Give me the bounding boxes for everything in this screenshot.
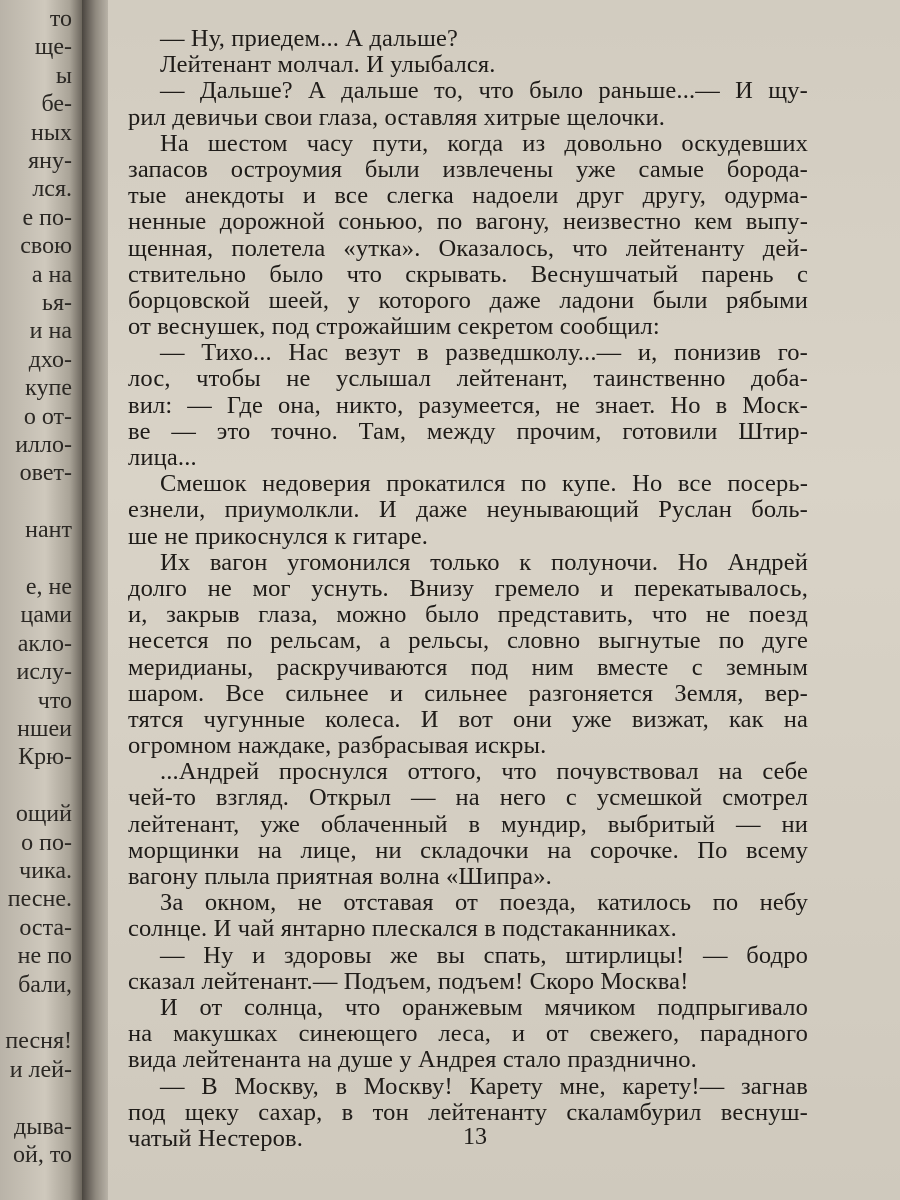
left-page-fragment: купе [25,375,72,402]
text-line: — В Москву, в Москву! Карету мне, карету!— загнав [160,1073,808,1100]
left-page-fragment: ншеи [17,716,72,742]
left-page-fragment: ощий [15,801,72,828]
text-line: Лейтенант молчал. И улыбался. [160,52,496,79]
text-line: борцовской шеей, у которого даже ладони были рябыми [128,287,808,314]
text-line: сказал лейтенант.— Подъем, подъем! Скоро Москва! [128,968,689,995]
left-page-fragment: то [49,6,72,32]
text-line: ве — это точно. Там, между прочим, готовили Штир- [128,418,808,445]
text-line: Смешок недоверия прокатился по купе. Но все посерь- [160,471,808,498]
left-page-fragment: ья- [42,290,72,316]
text-line: лейтенант, уже облаченный в мундир, выбритый — ни [128,811,808,838]
text-line: ненные дорожной соньюо, по вагону, неизвестно кем выпу- [128,209,808,236]
left-page-fragment: песне. [7,886,72,913]
text-line: щенная, полетела «утка». Оказалось, что лейтенанту дей- [128,235,808,262]
text-line: тятся чугунные колеса. И вот они уже визжат, как на [128,706,808,733]
left-page-fragment: нант [25,517,72,544]
text-line: ше не прикоснулся к гитаре. [128,523,428,550]
text-line: И от солнца, что оранжевым мячиком подпрыгивало [160,994,808,1021]
left-page-fragment: и лей- [9,1056,72,1083]
page-number: 13 [463,1124,487,1150]
left-page-fragment: о по- [21,829,72,856]
text-line: запасов остроумия были извлечены уже самые борода- [128,156,808,183]
text-line: вагону плыла приятная волна «Шипра». [128,864,552,890]
left-page-fragment: свою [20,233,72,260]
text-line: езнели, приумолкли. И даже неунывающий Руслан боль- [128,497,808,524]
left-page-fragment: ой, то [12,1142,72,1168]
text-line: от веснушек, под строжайшим секретом сообщил: [128,314,660,341]
text-line: и, закрыв глаза, можно было представить, что не поезд [128,602,808,629]
text-line: шаром. Все сильнее и сильнее разгоняется Земля, вер- [128,680,808,707]
left-page-fragment: оста- [19,914,72,941]
left-page-fragment: дхо- [28,346,72,373]
text-line: рил девичьи свои глаза, оставляя хитрые щелочки. [128,104,666,131]
text-line: ...Андрей проснулся оттого, что почувствовал на себе [160,759,808,786]
right-page [108,0,900,1200]
left-page-fragment: что [37,687,72,714]
text-line: огромном наждаке, разбрасывая искры. [128,733,547,760]
text-line: солнце. И чай янтарно плескался в подстаканниках. [128,916,677,943]
text-line: — Дальше? А дальше то, что было раньше...— И щу- [160,78,808,105]
text-line: несется по рельсам, а рельсы, словно выгнутые по дуге [128,628,808,655]
left-page-fragment: е по- [22,204,72,231]
left-page-fragment: е, не [25,574,72,600]
text-line: чатый Нестеров. [128,1125,304,1152]
text-line: вида лейтенанта на душе у Андрея стало празднично. [128,1047,697,1074]
left-page-fragment: дыва- [14,1113,72,1140]
text-line: — Ну и здоровы же вы спать, штирлицы! — бодро [160,942,808,969]
left-page-fragment: овет- [19,460,72,487]
body-text [128,26,808,1152]
left-page-fragment: илло- [15,432,72,458]
left-page-fragment: ы [55,62,72,89]
text-line: Их вагон угомонился только к полуночи. Но Андрей [160,549,808,576]
text-line: — Ну, приедем... А дальше? [160,26,459,52]
left-page-fragment: о от- [23,403,72,430]
text-line: долго не мог уснуть. Внизу гремело и перекатывалось, [128,575,808,602]
text-line: ствительно было что скрывать. Веснушчатый парень с [128,261,808,288]
text-line: тые анекдоты и все слегка надоели друг другу, одурма- [128,183,808,210]
text-line: чей-то взгляд. Открыл — на него с усмешкой смотрел [128,785,808,812]
text-line: меридианы, раскручиваются под ним вместе с земным [128,654,808,681]
left-page-fragment: бе- [41,91,72,118]
left-page-fragment: песня! [5,1028,72,1055]
left-page-fragment: а на [31,261,72,288]
left-page-fragment: бали, [18,971,72,998]
left-page-fragment: Крю- [18,744,72,771]
left-page-fragment: акло- [17,630,72,657]
left-page-edge [0,0,82,1200]
left-page-fragment: ще- [34,34,72,61]
left-page-fragment: ных [31,119,72,146]
left-page-fragment: чика. [19,858,72,884]
text-line: лос, чтобы не услышал лейтенант, таинственно доба- [128,366,808,393]
left-page-fragment: яну- [28,148,72,174]
text-line: вил: — Где она, никто, разумеется, не знает. Но в Моск- [128,392,808,419]
text-line: на макушках синеющего леса, и от свежего, парадного [128,1021,808,1048]
text-line: морщинки на лице, ни складочки на сорочке. По всему [128,837,808,864]
text-line: под щеку сахар, в тон лейтенанту скаламбурил веснуш- [128,1099,808,1126]
left-page-fragment: лся. [32,176,72,203]
left-page-fragment: и на [29,318,72,345]
left-page-fragment: не по [17,943,72,970]
text-line: На шестом часу пути, когда из довольно оскудевших [160,130,808,157]
text-line: лица... [128,445,197,471]
left-page-fragment: ислу- [16,659,72,686]
text-line: За окном, не отставая от поезда, катилось по небу [160,890,808,917]
text-line: — Тихо... Нас везут в разведшколу...— и, понизив го- [160,340,808,367]
left-page-fragment: цами [20,602,72,629]
